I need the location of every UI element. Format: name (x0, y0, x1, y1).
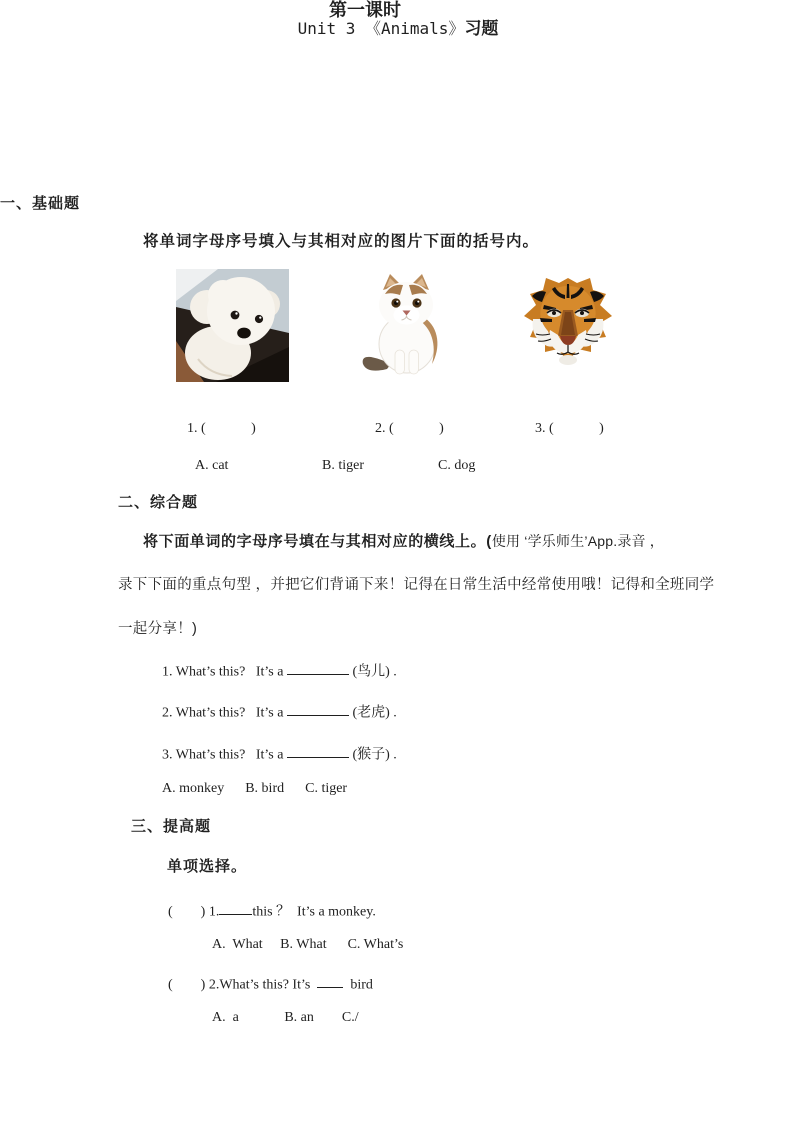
section2-instruction-bold: 将下面单词的字母序号填在与其相对应的横线上。( (143, 533, 492, 550)
question-3-blank-line (287, 744, 349, 758)
mc-question-2 (168, 974, 373, 994)
question-1-text: 1. What’s this? It’s a (162, 664, 287, 680)
section2-word-options: A. monkey B. bird C. tiger (162, 781, 348, 796)
mc-question-2-options: A. a B. an C./ (212, 1010, 359, 1025)
mc-question-1 (168, 901, 376, 921)
mc-question-1-tail: this ？ It’s a monkey. (252, 904, 376, 920)
option-b-tiger: B. tiger (322, 458, 364, 473)
option-c-dog: C. dog (438, 458, 476, 473)
question-2-hint: (老虎) . (348, 705, 397, 721)
mc-question-2-lead: ( ) 2.What’s this? It’s (168, 977, 318, 993)
title-chinese: 习题 (464, 19, 499, 39)
question-1-blank-line (287, 661, 349, 675)
answer-bracket-2: 2. ( ) (375, 421, 444, 436)
answer-bracket-3: 3. ( ) (535, 421, 604, 436)
question-row-3 (162, 744, 397, 764)
cat-image (359, 272, 453, 378)
option-a-cat: A. cat (195, 458, 229, 473)
answer-bracket-1: 1. ( ) (187, 421, 256, 436)
mc-question-2-blank-line (317, 974, 343, 988)
mc-question-1-blank-line (219, 901, 252, 915)
question-2-text: 2. What’s this? It’s a (162, 705, 287, 721)
question-2-blank-line (287, 702, 349, 716)
lesson-subtitle: 第一课时 (329, 0, 401, 20)
tiger-photo (520, 274, 616, 369)
title-english: Unit 3 《Animals》 (297, 19, 465, 39)
section2-note-line2: 录下下面的重点句型 ，并把它们背诵下来！记得在日常生活中经常使用哦！记得和全班同学 (118, 577, 715, 593)
tiger-image (520, 274, 616, 369)
question-row-2 (162, 702, 397, 722)
section1-instruction: 将单词字母序号填入与其相对应的图片下面的括号内。 (143, 233, 540, 250)
section3-subheading: 单项选择。 (167, 858, 248, 875)
puppy-image (176, 269, 289, 382)
puppy-photo (176, 269, 289, 382)
section2-heading: 二、综合题 (118, 494, 199, 511)
question-row-1 (162, 661, 397, 681)
section2-instruction (143, 533, 664, 551)
section2-app-note: 使用 ‘学乐师生’App.录音 ， (491, 533, 665, 549)
cat-photo (359, 272, 453, 378)
section1-heading: 一、基础题 (0, 195, 81, 212)
mc-question-2-tail: bird (343, 977, 373, 993)
mc-question-1-options: A. What B. What C. What’s (212, 937, 404, 952)
question-3-hint: (猴子) . (348, 747, 397, 763)
section3-heading: 三、提高题 (131, 818, 212, 835)
question-1-hint: (鸟儿) . (348, 664, 397, 680)
question-3-text: 3. What’s this? It’s a (162, 747, 287, 763)
section2-note-line3: 一起分享！) (118, 621, 198, 637)
mc-question-1-lead: ( ) 1. (168, 904, 220, 920)
